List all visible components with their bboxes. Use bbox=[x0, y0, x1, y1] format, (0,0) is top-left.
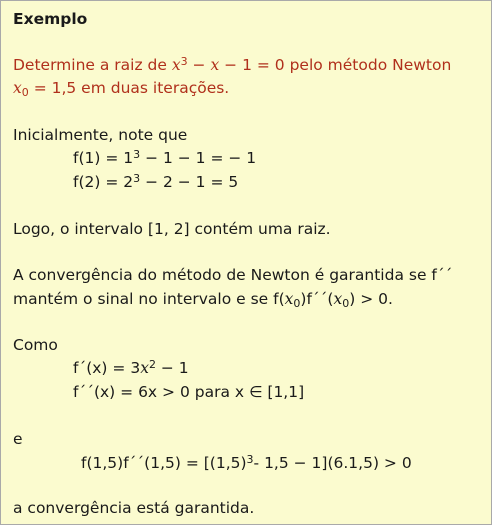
x0-variable: x bbox=[13, 79, 22, 97]
product-lhs: f(1,5)f´´(1,5) = [(1,5) bbox=[81, 454, 247, 472]
convergence-part-a: mantém o sinal no intervalo e se f( bbox=[13, 290, 285, 308]
equation-tail: − 1 = 0 pelo método Newton bbox=[224, 56, 452, 74]
deriv1-lhs: f´(x) = 3 bbox=[73, 359, 141, 377]
example-title: Exemplo bbox=[13, 10, 88, 28]
convergence-line1: A convergência do método de Newton é garantida se f´´ bbox=[13, 266, 453, 284]
interval-text: Logo, o intervalo [1, 2] contém uma raiz. bbox=[13, 220, 331, 238]
f2-exponent: 3 bbox=[133, 172, 141, 185]
convergence-line2 bbox=[13, 289, 393, 309]
convergence-x0-var: x bbox=[284, 290, 294, 308]
deriv1-rhs: − 1 bbox=[160, 359, 189, 377]
convergence-part-b: )f´´( bbox=[300, 290, 334, 308]
convergence-x0-sub-2: 0 bbox=[342, 297, 350, 310]
x0-subscript: 0 bbox=[21, 86, 29, 99]
equation-exponent: 3 bbox=[180, 55, 188, 68]
convergence-x0-var-2: x bbox=[333, 290, 343, 308]
f2-lhs: f(2) = 2 bbox=[73, 173, 134, 191]
equation-minus: − bbox=[192, 56, 206, 74]
f1-lhs: f(1) = 1 bbox=[73, 149, 134, 167]
f2-line bbox=[73, 172, 238, 192]
problem-statement-line2 bbox=[13, 78, 229, 98]
conclusion-text: a convergência está garantida. bbox=[13, 499, 255, 517]
deriv1-exponent: 2 bbox=[148, 358, 156, 371]
convergence-x0-sub: 0 bbox=[293, 297, 301, 310]
problem-statement-line1 bbox=[13, 55, 451, 75]
deriv1-x: x bbox=[140, 359, 149, 377]
product-exponent: 3 bbox=[246, 453, 254, 466]
x0-text: = 1,5 em duas iterações. bbox=[33, 79, 230, 97]
e-text: e bbox=[13, 430, 23, 448]
f1-rhs: − 1 − 1 = − 1 bbox=[145, 149, 257, 167]
second-derivative-line: f´´(x) = 6x > 0 para x ∈ [1,1] bbox=[73, 383, 305, 401]
f1-exponent: 3 bbox=[133, 148, 141, 161]
convergence-part-c: ) > 0. bbox=[349, 290, 393, 308]
product-line bbox=[81, 453, 412, 473]
equation-x2: x bbox=[210, 56, 220, 74]
intro-text: Inicialmente, note que bbox=[13, 126, 188, 144]
f1-line bbox=[73, 148, 256, 168]
product-rhs: - 1,5 − 1](6.1,5) > 0 bbox=[253, 454, 412, 472]
f2-rhs: − 2 − 1 = 5 bbox=[145, 173, 239, 191]
first-derivative-line bbox=[73, 358, 189, 378]
equation-x: x bbox=[171, 56, 181, 74]
como-text: Como bbox=[13, 336, 58, 354]
problem-lead: Determine a raiz de bbox=[13, 56, 167, 74]
